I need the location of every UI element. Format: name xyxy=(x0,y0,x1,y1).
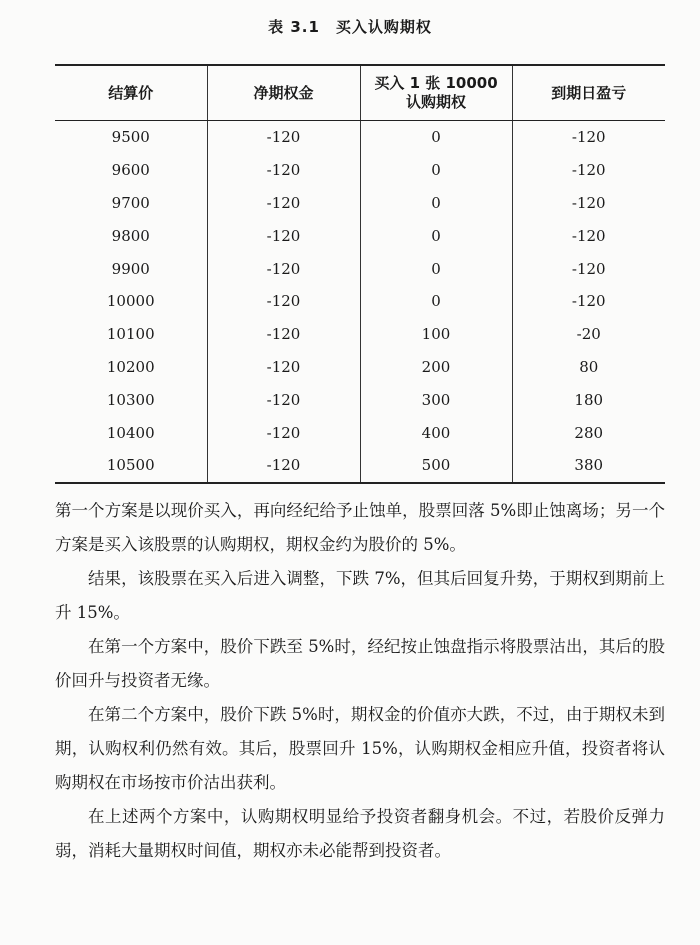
cell-net-premium: -120 xyxy=(207,285,360,318)
header-expiry-pnl: 到期日盈亏 xyxy=(512,65,665,121)
cell-settlement-price: 10100 xyxy=(106,325,155,344)
table-row xyxy=(55,121,665,154)
cell-expiry-pnl: -120 xyxy=(512,252,665,285)
cell-call-value: 400 xyxy=(360,416,512,449)
cell-expiry-pnl: 380 xyxy=(512,449,665,483)
header-net-premium: 净期权金 xyxy=(207,65,360,121)
table-row xyxy=(55,351,665,384)
table-row xyxy=(55,219,665,252)
header-buy-call: 买入 1 张 10000 认购期权 xyxy=(360,65,512,121)
cell-settlement-price: 10000 xyxy=(106,292,155,311)
cell-expiry-pnl: 80 xyxy=(512,351,665,384)
table-row xyxy=(55,383,665,416)
cell-expiry-pnl: -120 xyxy=(512,219,665,252)
cell-net-premium: -120 xyxy=(207,416,360,449)
cell-settlement-price: 9500 xyxy=(111,128,150,147)
cell-call-value: 100 xyxy=(360,318,512,351)
call-option-table xyxy=(55,64,665,484)
cell-expiry-pnl: 180 xyxy=(512,383,665,416)
cell-net-premium: -120 xyxy=(207,449,360,483)
cell-net-premium: -120 xyxy=(207,318,360,351)
cell-settlement-price: 9600 xyxy=(111,161,150,180)
cell-expiry-pnl: -120 xyxy=(512,154,665,187)
cell-call-value: 0 xyxy=(360,219,512,252)
cell-call-value: 200 xyxy=(360,351,512,384)
cell-settlement-price: 10200 xyxy=(106,357,155,376)
cell-call-value: 500 xyxy=(360,449,512,483)
cell-net-premium: -120 xyxy=(207,351,360,384)
cell-net-premium: -120 xyxy=(207,187,360,220)
cell-expiry-pnl: -120 xyxy=(512,187,665,220)
cell-call-value: 0 xyxy=(360,252,512,285)
cell-expiry-pnl: -120 xyxy=(512,121,665,154)
cell-call-value: 0 xyxy=(360,285,512,318)
table-caption: 表 3.1 买入认购期权 xyxy=(268,18,432,36)
table-row xyxy=(55,187,665,220)
table-header-row xyxy=(55,65,665,121)
table-row xyxy=(55,285,665,318)
table-row xyxy=(55,318,665,351)
body-text xyxy=(55,494,665,868)
cell-net-premium: -120 xyxy=(207,383,360,416)
cell-call-value: 300 xyxy=(360,383,512,416)
paragraph: 在第二个方案中，股价下跌 5%时，期权金的价值亦大跌，不过，由于期权未到期，认购权利仍然有效。其后，股票回升 15%，认购期权金相应升值，投资者将认购期权在市场按市价沽出获利。 xyxy=(55,705,665,792)
paragraph: 在第一个方案中，股价下跌至 5%时，经纪按止蚀盘指示将股票沽出，其后的股价回升与投资者无缘。 xyxy=(55,637,665,690)
paragraph: 结果，该股票在买入后进入调整，下跌 7%，但其后回复升势，于期权到期前上升 15%。 xyxy=(55,569,665,622)
table-row xyxy=(55,449,665,483)
cell-expiry-pnl: 280 xyxy=(512,416,665,449)
table-row xyxy=(55,154,665,187)
cell-settlement-price: 9700 xyxy=(111,193,150,212)
cell-call-value: 0 xyxy=(360,154,512,187)
cell-settlement-price: 10300 xyxy=(106,390,155,409)
cell-settlement-price: 9900 xyxy=(111,259,150,278)
table-row xyxy=(55,416,665,449)
cell-expiry-pnl: -120 xyxy=(512,285,665,318)
cell-net-premium: -120 xyxy=(207,219,360,252)
cell-settlement-price: 10400 xyxy=(106,423,155,442)
cell-settlement-price: 10500 xyxy=(55,449,207,483)
cell-call-value: 0 xyxy=(360,187,512,220)
table-row xyxy=(55,252,665,285)
cell-call-value: 0 xyxy=(360,121,512,154)
cell-net-premium: -120 xyxy=(207,121,360,154)
cell-expiry-pnl: -20 xyxy=(512,318,665,351)
cell-net-premium: -120 xyxy=(207,252,360,285)
paragraph: 第一个方案是以现价买入，再向经纪给予止蚀单，股票回落 5%即止蚀离场；另一个方案是买入该股票的认购期权，期权金约为股价的 5%。 xyxy=(55,501,665,554)
paragraph: 在上述两个方案中，认购期权明显给予投资者翻身机会。不过，若股价反弹力弱，消耗大量期权时间值，期权亦未必能帮到投资者。 xyxy=(55,807,665,860)
cell-settlement-price: 9800 xyxy=(111,226,150,245)
header-settlement-price: 结算价 xyxy=(55,65,207,121)
cell-net-premium: -120 xyxy=(207,154,360,187)
